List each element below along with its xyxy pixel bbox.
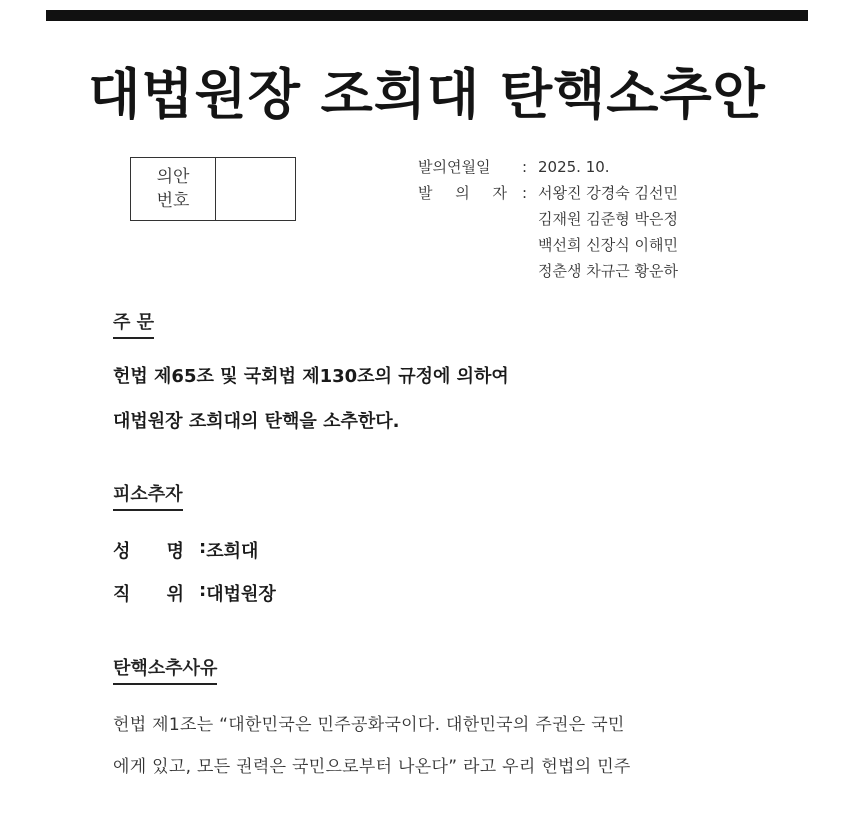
bill-number-label — [131, 158, 216, 220]
date-row — [418, 154, 678, 180]
defendant-position-field — [113, 580, 276, 606]
proposer-row — [418, 180, 678, 206]
proposer-row — [418, 206, 678, 232]
reasons-text-line: 에게 있고, 모든 권력은 국민으로부터 나온다” 라고 우리 헌법의 민주 — [113, 757, 631, 777]
defendant-name-colon: : — [199, 537, 207, 558]
defendant-position-value: 대법원장 — [206, 584, 276, 605]
main-text-line: 대법원장 조희대의 탄핵을 소추한다. — [113, 411, 400, 432]
defendant-name-field — [113, 537, 258, 563]
defendant-name-value: 조희대 — [206, 541, 259, 562]
date-label: 발의연월일 — [418, 158, 491, 176]
defendant-name-label: 성 명 — [113, 541, 200, 562]
proposer-row — [418, 232, 678, 258]
proposer-row — [418, 258, 678, 284]
proposer-label: 발 의 자 — [418, 184, 517, 202]
bill-number-box — [130, 157, 296, 221]
defendant-position-label: 직 위 — [113, 584, 200, 605]
proposer-line: 서왕진 강경숙 김선민 — [538, 184, 678, 202]
date-colon: : — [522, 158, 528, 176]
bill-number-label-line2: 번호 — [156, 191, 190, 211]
top-rule — [46, 10, 808, 21]
main-text-line: 헌법 제65조 및 국회법 제130조의 규정에 의하여 — [113, 366, 509, 387]
defendant-heading: 피소추자 — [113, 480, 183, 511]
defendant-position-colon: : — [199, 580, 207, 601]
bill-number-label-line1: 의안 — [156, 167, 190, 187]
main-heading: 주 문 — [113, 308, 154, 339]
proposer-colon: : — [522, 184, 528, 202]
proposer-line: 백선희 신장식 이해민 — [538, 236, 678, 254]
proposer-line: 정춘생 차규근 황운하 — [538, 262, 678, 280]
bill-meta — [418, 154, 678, 284]
proposer-line: 김재원 김준형 박은정 — [538, 210, 678, 228]
reasons-heading: 탄핵소추사유 — [113, 654, 217, 685]
document-title: 대법원장 조희대 탄핵소추안 — [88, 63, 766, 126]
date-value: 2025. 10. — [538, 158, 610, 176]
reasons-text-line: 헌법 제1조는 “대한민국은 민주공화국이다. 대한민국의 주권은 국민 — [113, 715, 625, 735]
